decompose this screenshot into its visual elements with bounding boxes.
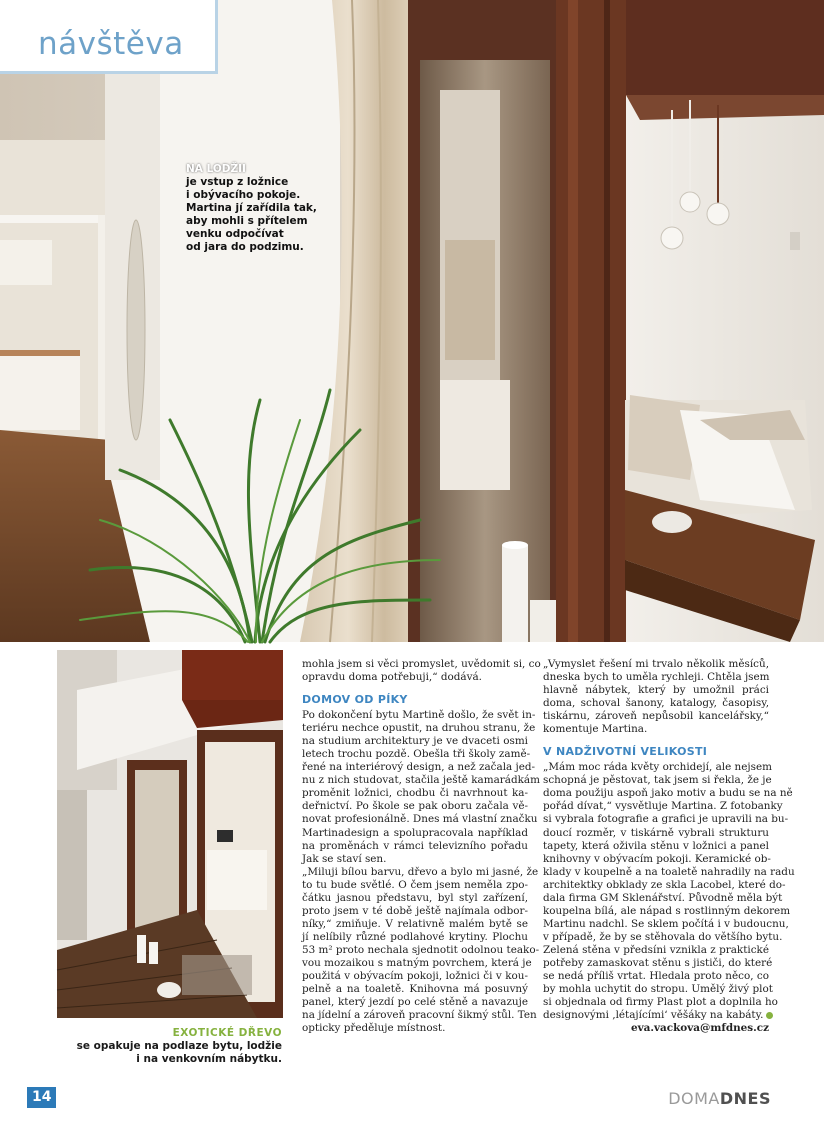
body-line (543, 1009, 769, 1022)
body-line: Zelená stěna v předsíni vznikla z praktické (543, 943, 769, 956)
body-line: letech trochu pozdě. Obešla tři školy zamě- (302, 748, 531, 761)
body-line: potřeby zamaskovat stěnu s jističi, do které (543, 956, 773, 969)
body-line: čátku jasnou představu, byl styl zařízení, (302, 891, 528, 904)
section-tag-label: návštěva (38, 26, 184, 62)
hero-caption-line: je vstup z ložnice (186, 176, 289, 188)
body-line: novat profesionálně. Dnes má vlastní značku (302, 813, 538, 826)
body-line: řené na interiérový design, a než začala jed- (302, 761, 536, 774)
hero-photo-caption (186, 163, 326, 254)
last-line-text: designovými ‚létajícími‘ věšáky na kabáty. (543, 1009, 764, 1022)
hero-caption-line: od jara do podzimu. (186, 241, 304, 253)
article-end-mark (766, 1012, 773, 1019)
body-line: koupelna bílá, ale nápad s rostlinným dekorem (543, 904, 791, 917)
body-line: klady v koupelně a na toaletě nahradily na radu (543, 865, 795, 878)
body-line: komentuje Martina. (543, 723, 648, 736)
body-line: pořád dívat,“ vysvětluje Martina. Z fotobanky (543, 800, 783, 813)
body-line: vou mozaikou s matným povrchem, která je (302, 956, 532, 969)
body-line: „Miluji bílou barvu, dřevo a bylo mi jasné, že (302, 865, 539, 878)
body-line: to tu bude světlé. O čem jsem neměla zpo- (302, 878, 528, 891)
body-line: Martinadesign a spolupracovala například (302, 826, 528, 839)
body-line: si vybrala fotografie a grafici je upravili na bu- (543, 813, 789, 826)
body-line: Jak se staví sen. (302, 852, 387, 865)
loggia-detail-photo (57, 650, 283, 1018)
body-line: použitá v obývacím pokoji, ložnici či v kou- (302, 970, 528, 983)
body-line: Martinu nadchl. Se sklem počítá i v budoucnu, (543, 917, 789, 930)
body-line: na proměnách v rámci televizního pořadu (302, 839, 528, 852)
body-line: by mohla uchytit do stropu. Umělý živý plot (543, 983, 773, 996)
body-line: tiskárnu, zároveň nepůsobil kancelářsky,“ (543, 710, 769, 723)
hero-caption-line: Martina jí zařídila tak, (186, 202, 317, 214)
page-number: 14 (27, 1087, 56, 1108)
detail-caption-line: i na venkovním nábytku. (136, 1053, 282, 1065)
body-line: opticky předěluje místnost. (302, 1022, 446, 1035)
body-line: doma, schoval šanony, katalogy, časopisy, (543, 697, 769, 710)
body-line: dneska bych to uměla rychleji. Chtěla jsem (543, 671, 770, 684)
body-line: schopná je pěstovat, tak jsem si řekla, že je (543, 774, 772, 787)
body-line: architektky obklady ze skla Lacobel, které do- (543, 878, 786, 891)
magazine-logo (668, 1089, 771, 1108)
body-line: dala firma GM Sklenářství. Původně měla být (543, 891, 783, 904)
magazine-logo-part1: DOMA (668, 1089, 720, 1108)
hero-caption-line: i obývacího pokoje. (186, 189, 301, 201)
body-line: opravdu doma potřebuji,“ dodává. (302, 671, 482, 684)
body-line: deřnictví. Po škole se pak oboru začala vě- (302, 800, 528, 813)
body-line: si objednala od firmy Plast plot a doplnila ho (543, 996, 778, 1009)
body-line: se nedá příliš vrtat. Hledala proto něco, co (543, 970, 769, 983)
body-line: nu z nich studovat, stačila ještě kamarádkám (302, 774, 540, 787)
body-line: níky,“ zmiňuje. V relativně malém bytě se (302, 917, 528, 930)
detail-caption-line: se opakuje na podlaze bytu, lodžie (76, 1040, 282, 1052)
section-heading: V NADŽIVOTNÍ VELIKOSTI (543, 745, 708, 759)
body-line: 53 m² proto nechala sjednotit odolnou teako- (302, 943, 540, 956)
loggia-detail-illustration (57, 650, 283, 1018)
hero-caption-heading: NA LODŽII (186, 163, 246, 175)
body-line: mohla jsem si věci promyslet, uvědomit si, co (302, 658, 541, 670)
hero-caption-line: aby mohli s přítelem (186, 215, 308, 227)
body-line: „Mám moc ráda květy orchidejí, ale nejsem (543, 761, 772, 774)
detail-caption-heading: EXOTICKÉ DŘEVO (172, 1027, 282, 1039)
body-line: na jídelní a zároveň pracovní šikmý stůl. Ten (302, 1009, 537, 1022)
article-column-2 (543, 658, 795, 1035)
author-email[interactable]: eva.vackova@mfdnes.cz (631, 1022, 769, 1035)
section-tag (0, 0, 218, 74)
body-line: jí nelíbily různé podlahové krytiny. Plochu (302, 930, 528, 943)
body-line: proto jsem v té době ještě najímala odbor- (302, 904, 528, 917)
body-line: knihovny v obývacím pokoji. Keramické ob- (543, 852, 771, 865)
body-line: doucí rozměr, v tiskárně vybrali strukturu (543, 826, 769, 839)
body-line: pelně a na toaletě. Knihovna má posuvný (302, 983, 528, 996)
body-line: tapety, která oživila stěnu v ložnici a panel (543, 839, 769, 852)
body-line: teriéru nechce opustit, na druhou stranu, že (302, 722, 536, 735)
body-line: proměnit ložnici, chodbu či navrhnout ka- (302, 787, 528, 800)
magazine-logo-part2: DNES (719, 1089, 771, 1108)
detail-photo-caption (60, 1027, 282, 1066)
article-column-1 (302, 658, 541, 1035)
body-line: doma použiju aspoň jako motiv a budu se na ně (543, 787, 793, 800)
hero-caption-line: venku odpočívat (186, 228, 284, 240)
body-line: v případě, že by se stěhovala do většího bytu. (543, 930, 783, 943)
body-line: „Vymyslet řešení mi trvalo několik měsíců, (543, 658, 769, 670)
body-line: na studium architektury je ve dvaceti osmi (302, 735, 528, 748)
section-heading: DOMOV OD PÍKY (302, 693, 408, 707)
body-line: panel, který jezdí po celé stěně a navazuje (302, 996, 528, 1009)
body-line: Po dokončení bytu Martině došlo, že svět in- (302, 709, 536, 722)
body-line: hlavně nábytek, který by umožnil práci (543, 684, 769, 697)
